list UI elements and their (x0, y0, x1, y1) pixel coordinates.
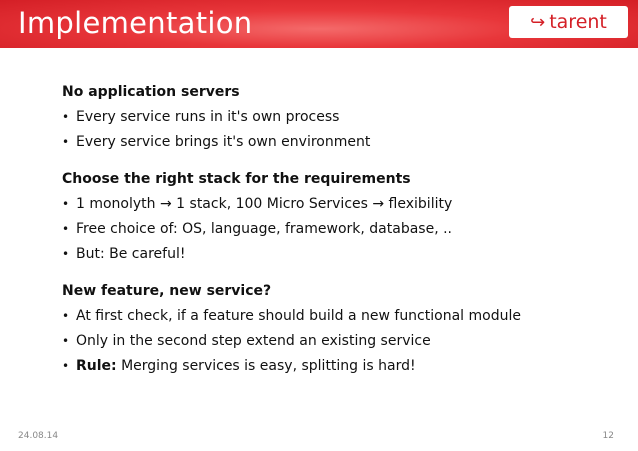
section-heading: New feature, new service? (62, 283, 272, 299)
section-no-app-servers (62, 83, 622, 151)
bullet-item: • 1 monolyth → 1 stack, 100 Micro Services → flexibility (62, 195, 622, 213)
footer-date: 24.08.14 (18, 431, 59, 441)
bullet-item: • Only in the second step extend an existing service (62, 332, 622, 350)
bullet-item: • But: Be careful! (62, 245, 622, 263)
bullet-list (62, 108, 622, 151)
tarent-logo (509, 6, 628, 38)
section-heading: No application servers (62, 84, 240, 100)
rule-text: Merging services is easy, splitting is hard! (116, 358, 416, 374)
rule-label: Rule: (76, 358, 117, 374)
bullet-item: • Free choice of: OS, language, framework, database, .. (62, 220, 622, 238)
section-heading: Choose the right stack for the requirements (62, 171, 411, 187)
bullet-item: • Every service brings it's own environment (62, 133, 622, 151)
hook-arrow-icon: ↪ (530, 11, 546, 33)
header-bar (0, 0, 638, 48)
page-number: 12 (602, 431, 614, 441)
slide-content (62, 83, 622, 394)
bullet-list (62, 195, 622, 263)
bullet-item-rule (62, 357, 622, 375)
section-right-stack (62, 170, 622, 263)
bullet-list (62, 307, 622, 375)
logo-text: tarent (549, 11, 607, 33)
bullet-item: • At first check, if a feature should build a new functional module (62, 307, 622, 325)
section-new-feature (62, 282, 622, 375)
slide-title: Implementation (18, 6, 253, 40)
bullet-item: • Every service runs in it's own process (62, 108, 622, 126)
